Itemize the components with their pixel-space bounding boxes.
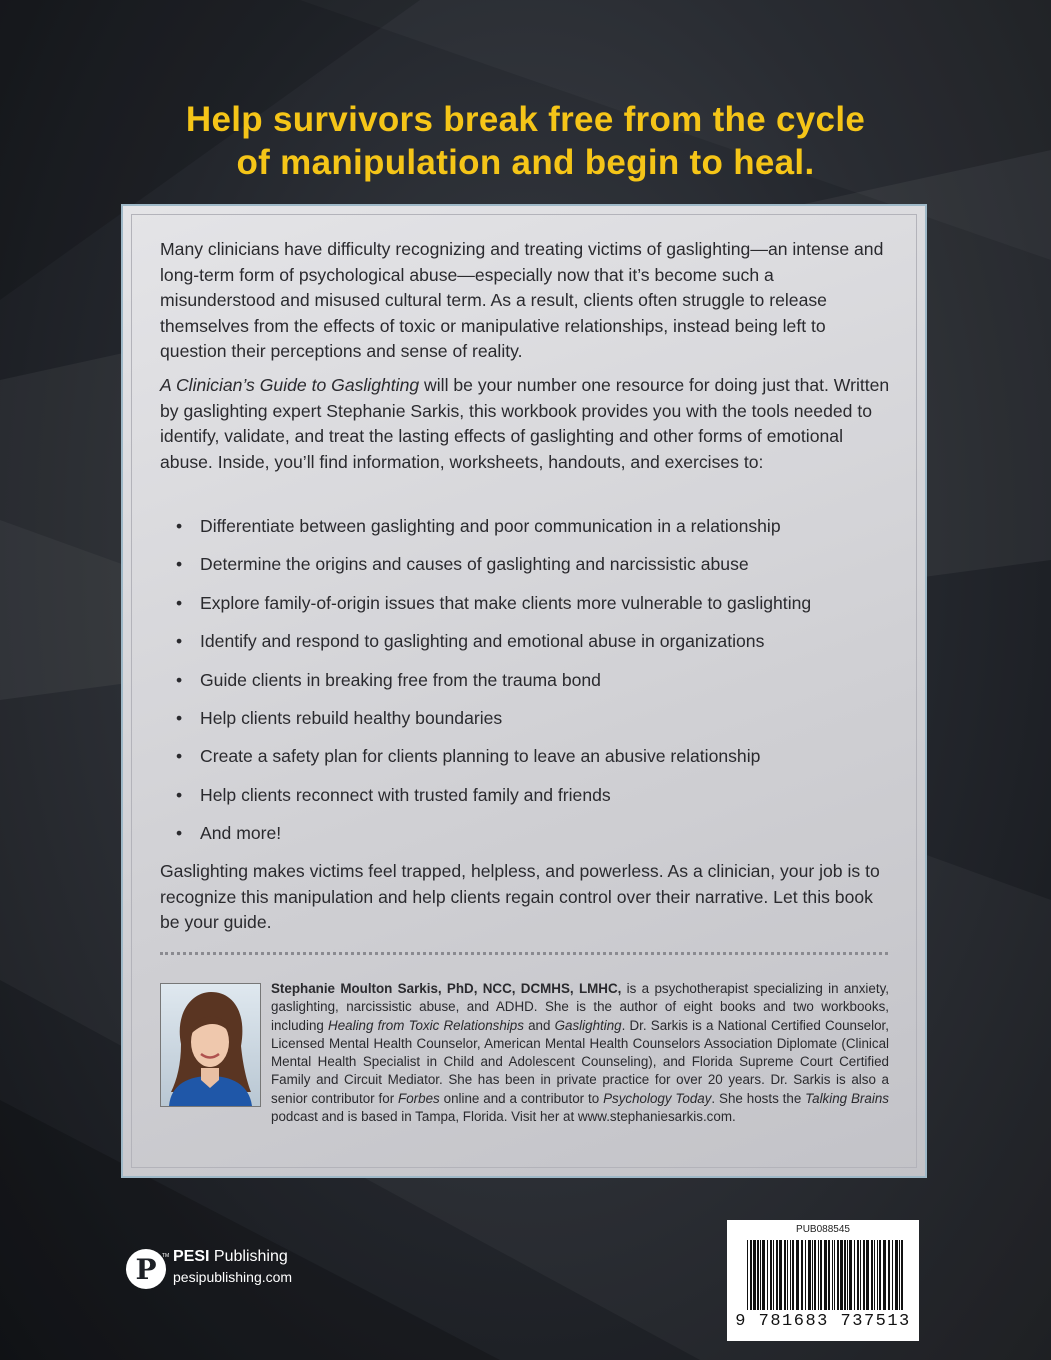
barcode-bar: [820, 1240, 822, 1310]
barcode-bar: [760, 1240, 761, 1310]
list-item: [160, 783, 880, 821]
pub-code: PUB088545: [796, 1224, 850, 1235]
headline-line-2: of manipulation and begin to heal.: [236, 143, 815, 182]
barcode-bar: [784, 1240, 786, 1310]
isbn-number: 9 781683 737513: [735, 1312, 911, 1331]
list-item: [160, 668, 880, 706]
barcode-bar: [866, 1240, 869, 1310]
intro-paragraph-1: Many clinicians have difficulty recognizing and treating victims of gaslighting—an intense and long-term form of psychological abuse—especially now that it’s become such a misunderstood and misused cultural term. As a result, clients often struggle to release themselves from the effects of toxic or manipulative relationships, instead being left to question their perceptions and sense of reality.: [160, 239, 884, 362]
barcode-bar: [792, 1240, 794, 1310]
barcode-bar: [808, 1240, 811, 1310]
author-photo: [160, 983, 261, 1107]
bio-text: is a psychotherapist specializing in anxiety, gaslighting, narcissistic abuse, and ADHD. She is the author of eight books and two workbooks, including: [271, 981, 889, 1033]
list-item-text: Guide clients in breaking free from the trauma bond: [200, 669, 601, 690]
pesi-logo-glyph: [126, 1249, 170, 1289]
logo-letter: P: [135, 1253, 157, 1286]
barcode-bar: [757, 1240, 759, 1310]
list-item: [160, 591, 880, 629]
barcode-bar: [773, 1240, 774, 1310]
bio-publication: Psychology Today: [603, 1090, 712, 1106]
trademark-mark: TM: [162, 1253, 170, 1259]
barcode-bar: [753, 1240, 756, 1310]
list-item-text: Explore family-of-origin issues that make clients more vulnerable to gaslighting: [200, 592, 812, 613]
author-bio: [271, 980, 889, 1126]
list-item: [160, 706, 880, 744]
barcode-bar: [901, 1240, 903, 1310]
bio-text: podcast and is based in Tampa, Florida. Visit her at www.stephaniesarkis.com.: [271, 1109, 736, 1125]
list-item: [160, 821, 880, 859]
intro-paragraph-2-text: will be your number one resource for doing just that. Written by gaslighting expert Stephanie Sarkis, this workbook provides you with the tools needed to identify, validate, and treat the lasting effects of gaslighting and other forms of emotional abuse. Inside, you’ll find information, worksheets, handouts, and exercises to:: [160, 375, 890, 472]
barcode-bar: [840, 1240, 843, 1310]
barcode-bar: [776, 1240, 778, 1310]
publisher-url: pesipublishing.com: [173, 1269, 293, 1285]
list-item-text: Help clients rebuild healthy boundaries: [200, 707, 503, 728]
publisher-name-bold: PESI: [173, 1248, 210, 1265]
publisher-name-rest: Publishing: [209, 1248, 288, 1265]
barcode-bar: [849, 1240, 852, 1310]
barcode-bar: [824, 1240, 827, 1310]
barcode-bar: [796, 1240, 799, 1310]
list-item: [160, 552, 880, 590]
barcode-bar: [837, 1240, 839, 1310]
barcode-bar: [747, 1240, 748, 1310]
bio-text: online and a contributor to: [439, 1090, 604, 1106]
barcode-bar: [818, 1240, 819, 1310]
author-name: Stephanie Moulton Sarkis, PhD, NCC, DCMHS, LMHC,: [271, 981, 622, 996]
list-item-text: Differentiate between gaslighting and poor communication in a relationship: [200, 516, 781, 536]
barcode-bar: [812, 1240, 813, 1310]
list-item: [160, 744, 880, 782]
barcode-bar: [888, 1240, 890, 1310]
barcode-bar: [801, 1240, 803, 1310]
barcode-bar: [899, 1240, 900, 1310]
author-portrait-image: [161, 984, 260, 1106]
bio-text: . She hosts the: [711, 1090, 806, 1106]
barcode-bar: [877, 1240, 878, 1310]
barcode-bar: [874, 1240, 875, 1310]
barcode-bar: [883, 1240, 886, 1310]
barcode-bar: [860, 1240, 861, 1310]
list-item-text: Determine the origins and causes of gaslighting and narcissistic abuse: [200, 554, 749, 575]
bullet-icon: •: [176, 707, 183, 728]
bullet-icon: •: [176, 669, 183, 690]
closing-paragraph: Gaslighting makes victims feel trapped, helpless, and powerless. As a clinician, your job is to recognize this manipulation and help clients regain control over their narrative. Let this book be your guide.: [160, 861, 880, 933]
book-title: A Clinician’s Guide to Gaslighting: [160, 375, 420, 395]
bio-book-title: Healing from Toxic Relationships: [328, 1017, 524, 1033]
feature-list: [160, 514, 880, 860]
headline-line-1: Help survivors break free from the cycle: [185, 100, 866, 139]
list-item-text: Identify and respond to gaslighting and emotional abuse in organizations: [200, 631, 765, 652]
bullet-icon: •: [176, 746, 183, 767]
barcode-bar: [762, 1240, 765, 1310]
bio-text: and: [523, 1017, 555, 1033]
barcode-bar: [767, 1240, 768, 1310]
bullet-icon: •: [176, 554, 183, 575]
bullet-icon: •: [176, 592, 183, 613]
barcode: [727, 1220, 919, 1341]
barcode-bar: [779, 1240, 782, 1310]
bio-publication: Forbes: [398, 1090, 440, 1106]
list-item-text: Create a safety plan for clients planning to leave an abusive relationship: [200, 746, 761, 767]
pesi-logo-icon: [126, 1249, 170, 1289]
intro-paragraph-2: [160, 373, 890, 475]
barcode-bar: [814, 1240, 816, 1310]
publisher-name: [173, 1247, 288, 1267]
barcode-bar: [770, 1240, 772, 1310]
dotted-divider: [160, 952, 888, 955]
bullet-icon: •: [176, 784, 183, 805]
list-item-text: Help clients reconnect with trusted family and friends: [200, 784, 611, 805]
barcode-bar: [863, 1240, 865, 1310]
bullet-icon: •: [176, 823, 183, 844]
barcode-bar: [895, 1240, 898, 1310]
barcode-bar: [790, 1240, 791, 1310]
list-item: [160, 514, 880, 552]
barcode-bar: [832, 1240, 833, 1310]
pesi-publishing-logo: [126, 1244, 326, 1292]
bio-book-title: Gaslighting: [554, 1017, 622, 1033]
barcode-bar: [847, 1240, 848, 1310]
bullet-icon: •: [176, 631, 183, 652]
barcode-bar: [787, 1240, 788, 1310]
barcode-bar: [854, 1240, 855, 1310]
barcode-bar: [828, 1240, 830, 1310]
bio-text: . Dr. Sarkis is a National Certified Counselor, Licensed Mental Health Counselor, American Mental Health Counselors Association Diplomate (Clinical Mental Health Specialist in Child and Adolescent Counseling), and Florida Supreme Court Certified Family and Circuit Mediator. She has been in private practice for over 20 years. Dr. Sarkis is also a senior contributor for: [271, 1017, 889, 1106]
barcode-bar: [857, 1240, 859, 1310]
bio-podcast: Talking Brains: [805, 1090, 889, 1106]
headline: [0, 98, 1051, 184]
list-item-text: And more!: [200, 823, 282, 844]
barcode-bar: [805, 1240, 806, 1310]
barcode-bar: [834, 1240, 835, 1310]
barcode-bar: [871, 1240, 873, 1310]
barcode-bar: [844, 1240, 846, 1310]
bullet-icon: •: [176, 516, 183, 536]
list-item: [160, 629, 880, 667]
barcode-bar: [892, 1240, 893, 1310]
barcode-bar: [750, 1240, 752, 1310]
barcode-bar: [879, 1240, 881, 1310]
